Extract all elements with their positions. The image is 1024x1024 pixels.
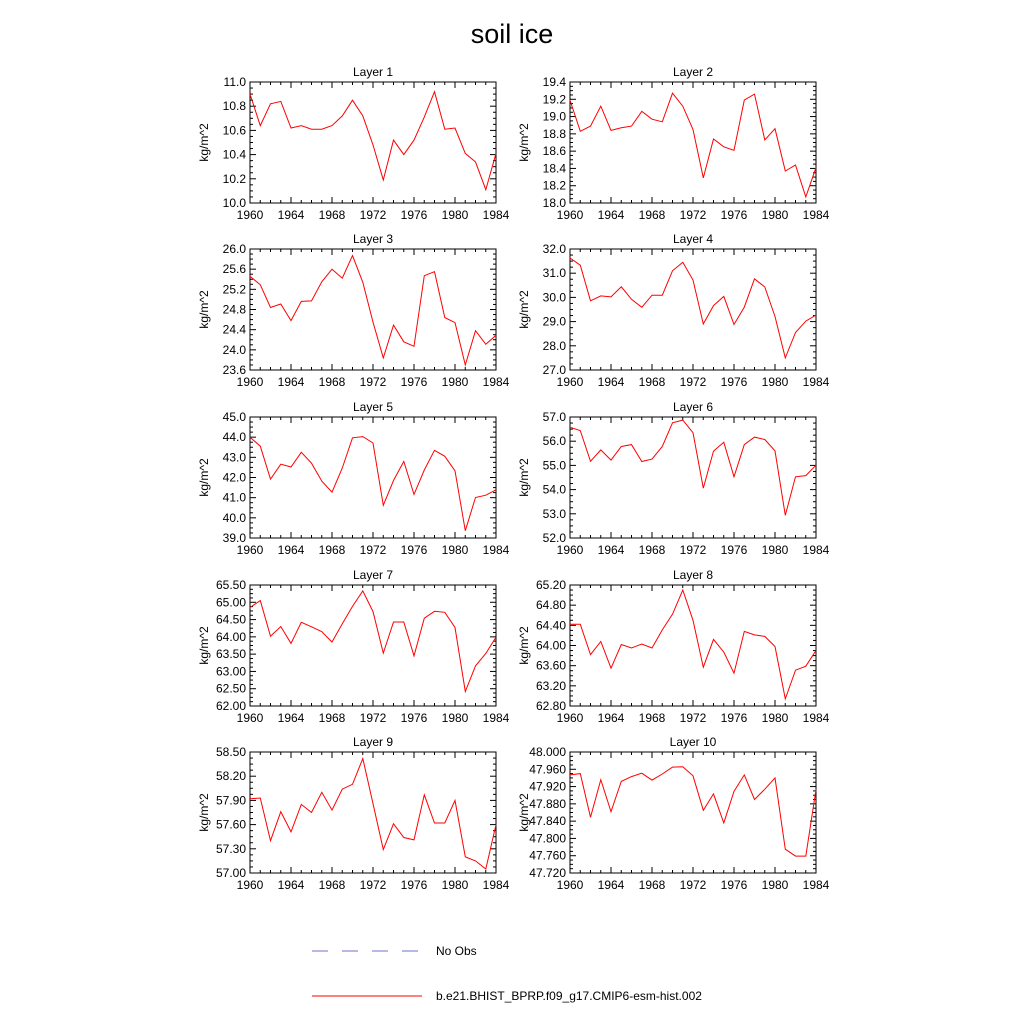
- panel-layer-1: [197, 65, 510, 222]
- y-tick-label: 10.6: [222, 123, 246, 138]
- legend: [312, 944, 702, 1003]
- x-tick-label: 1984: [802, 375, 830, 389]
- x-tick-label: 1968: [638, 711, 666, 725]
- x-tick-label: 1972: [359, 543, 387, 557]
- y-tick-label: 55.0: [542, 458, 566, 473]
- y-tick-label: 10.8: [222, 99, 246, 114]
- y-tick-label: 62.00: [215, 699, 246, 713]
- x-tick-label: 1964: [597, 375, 625, 389]
- y-tick-label: 39.0: [222, 531, 246, 545]
- y-axis-label: kg/m^2: [197, 793, 211, 832]
- y-tick-label: 63.00: [215, 664, 246, 679]
- x-tick-label: 1968: [638, 543, 666, 557]
- x-tick-label: 1980: [441, 543, 469, 557]
- x-tick-label: 1964: [277, 375, 305, 389]
- y-tick-label: 47.720: [529, 866, 566, 880]
- x-tick-label: 1960: [236, 543, 264, 557]
- plot-frame: [250, 585, 496, 706]
- x-tick-label: 1960: [556, 375, 584, 389]
- legend-label-no-obs: No Obs: [436, 944, 477, 958]
- x-tick-label: 1972: [679, 375, 707, 389]
- x-tick-label: 1964: [277, 208, 305, 222]
- y-tick-label: 19.0: [542, 109, 566, 124]
- x-tick-label: 1968: [318, 878, 346, 892]
- panel-layer-9: [197, 735, 510, 892]
- figure-title: soil ice: [470, 19, 554, 49]
- y-axis-label: kg/m^2: [197, 123, 211, 162]
- y-tick-label: 27.0: [542, 363, 566, 377]
- y-tick-label: 47.760: [529, 848, 566, 863]
- panel-layer-4: [517, 232, 830, 389]
- x-tick-label: 1976: [400, 711, 428, 725]
- x-tick-label: 1972: [679, 543, 707, 557]
- y-tick-label: 25.6: [222, 262, 246, 277]
- panel-layer-3: [197, 232, 510, 389]
- x-tick-label: 1980: [761, 543, 789, 557]
- y-tick-label: 65.50: [215, 578, 246, 592]
- y-tick-label: 41.0: [222, 490, 246, 505]
- series-line: [250, 92, 496, 190]
- x-tick-label: 1968: [318, 375, 346, 389]
- x-tick-label: 1984: [802, 208, 830, 222]
- y-tick-label: 57.90: [215, 793, 246, 808]
- x-tick-label: 1984: [802, 711, 830, 725]
- y-tick-label: 53.0: [542, 506, 566, 521]
- y-tick-label: 19.2: [542, 92, 566, 107]
- x-tick-label: 1960: [556, 543, 584, 557]
- y-tick-label: 52.0: [542, 531, 566, 545]
- panel-title: Layer 9: [352, 735, 394, 749]
- y-axis-label: kg/m^2: [197, 458, 211, 497]
- series-line: [570, 258, 816, 358]
- series-line: [570, 93, 816, 197]
- y-tick-label: 18.2: [542, 178, 566, 193]
- y-tick-label: 23.6: [222, 363, 246, 377]
- y-tick-label: 54.0: [542, 482, 566, 497]
- y-tick-label: 24.8: [222, 302, 246, 317]
- panel-layer-8: [517, 568, 830, 725]
- y-axis-label: kg/m^2: [517, 458, 531, 497]
- x-tick-label: 1980: [761, 711, 789, 725]
- x-tick-label: 1972: [359, 878, 387, 892]
- x-tick-label: 1972: [359, 208, 387, 222]
- y-tick-label: 65.20: [535, 578, 566, 592]
- x-tick-label: 1968: [318, 711, 346, 725]
- y-tick-label: 63.50: [215, 647, 246, 662]
- plot-frame: [250, 752, 496, 873]
- x-tick-label: 1972: [679, 208, 707, 222]
- y-axis-label: kg/m^2: [197, 290, 211, 329]
- y-tick-label: 62.50: [215, 681, 246, 696]
- x-tick-label: 1972: [359, 375, 387, 389]
- panels-container: [197, 65, 830, 892]
- x-tick-label: 1964: [277, 878, 305, 892]
- x-tick-label: 1976: [720, 711, 748, 725]
- x-tick-label: 1964: [277, 711, 305, 725]
- x-tick-label: 1968: [638, 375, 666, 389]
- plot-frame: [250, 417, 496, 538]
- panel-title: Layer 6: [672, 400, 714, 414]
- panel-layer-2: [517, 65, 830, 222]
- x-tick-label: 1960: [556, 878, 584, 892]
- y-tick-label: 18.4: [542, 161, 566, 176]
- x-tick-label: 1972: [679, 878, 707, 892]
- y-axis-label: kg/m^2: [197, 626, 211, 665]
- x-tick-label: 1968: [638, 878, 666, 892]
- x-tick-label: 1976: [400, 208, 428, 222]
- x-tick-label: 1964: [597, 208, 625, 222]
- series-line: [250, 759, 496, 870]
- y-tick-label: 32.0: [542, 242, 566, 256]
- y-tick-label: 31.0: [542, 266, 566, 281]
- x-tick-label: 1984: [482, 711, 510, 725]
- legend-item-no-obs: [312, 944, 477, 958]
- x-tick-label: 1980: [761, 878, 789, 892]
- series-line: [570, 420, 816, 515]
- x-tick-label: 1960: [236, 711, 264, 725]
- panel-title: Layer 4: [672, 232, 714, 246]
- y-tick-label: 48.000: [529, 745, 566, 759]
- series-line: [250, 437, 496, 531]
- y-tick-label: 47.800: [529, 831, 566, 846]
- y-tick-label: 28.0: [542, 338, 566, 353]
- y-tick-label: 57.00: [215, 866, 246, 880]
- y-tick-label: 43.0: [222, 450, 246, 465]
- panel-title: Layer 1: [352, 65, 394, 79]
- panel-title: Layer 7: [352, 568, 394, 582]
- panel-layer-6: [517, 400, 830, 557]
- plot-frame: [250, 249, 496, 370]
- plot-frame: [570, 585, 816, 706]
- x-tick-label: 1968: [638, 208, 666, 222]
- y-tick-label: 57.0: [542, 410, 566, 424]
- y-axis-label: kg/m^2: [517, 290, 531, 329]
- y-tick-label: 40.0: [222, 510, 246, 525]
- y-tick-label: 18.0: [542, 196, 566, 210]
- panel-layer-5: [197, 400, 510, 557]
- y-tick-label: 47.920: [529, 779, 566, 794]
- x-tick-label: 1984: [802, 878, 830, 892]
- y-tick-label: 19.4: [542, 75, 566, 89]
- plot-frame: [570, 249, 816, 370]
- y-tick-label: 63.20: [535, 678, 566, 693]
- legend-label-model-run: b.e21.BHIST_BPRP.f09_g17.CMIP6-esm-hist.002: [436, 989, 702, 1003]
- y-tick-label: 42.0: [222, 470, 246, 485]
- y-tick-label: 11.0: [223, 75, 246, 89]
- x-tick-label: 1984: [482, 208, 510, 222]
- x-tick-label: 1964: [277, 543, 305, 557]
- x-tick-label: 1976: [720, 878, 748, 892]
- y-tick-label: 18.8: [542, 126, 566, 141]
- x-tick-label: 1960: [236, 878, 264, 892]
- y-tick-label: 24.4: [222, 322, 246, 337]
- x-tick-label: 1980: [441, 375, 469, 389]
- y-tick-label: 65.00: [215, 595, 246, 610]
- x-tick-label: 1972: [679, 711, 707, 725]
- x-tick-label: 1976: [720, 543, 748, 557]
- x-tick-label: 1964: [597, 878, 625, 892]
- y-tick-label: 10.2: [222, 171, 246, 186]
- y-tick-label: 24.0: [222, 342, 246, 357]
- x-tick-label: 1984: [482, 878, 510, 892]
- x-tick-label: 1980: [441, 208, 469, 222]
- y-tick-label: 62.80: [535, 699, 566, 713]
- x-tick-label: 1980: [441, 878, 469, 892]
- y-tick-label: 25.2: [222, 282, 246, 297]
- x-tick-label: 1984: [482, 375, 510, 389]
- y-tick-label: 10.4: [222, 147, 246, 162]
- x-tick-label: 1984: [802, 543, 830, 557]
- x-tick-label: 1980: [441, 711, 469, 725]
- y-tick-label: 26.0: [222, 242, 246, 256]
- panel-title: Layer 3: [352, 232, 394, 246]
- y-tick-label: 64.50: [215, 612, 246, 627]
- panel-layer-7: [197, 568, 510, 725]
- x-tick-label: 1976: [400, 543, 428, 557]
- y-tick-label: 58.20: [215, 769, 246, 784]
- x-tick-label: 1980: [761, 375, 789, 389]
- panel-title: Layer 10: [669, 735, 717, 749]
- x-tick-label: 1960: [236, 208, 264, 222]
- y-axis-label: kg/m^2: [517, 626, 531, 665]
- x-tick-label: 1964: [597, 711, 625, 725]
- y-tick-label: 64.00: [535, 638, 566, 653]
- x-tick-label: 1968: [318, 543, 346, 557]
- x-tick-label: 1972: [359, 711, 387, 725]
- panel-title: Layer 8: [672, 568, 714, 582]
- x-tick-label: 1964: [597, 543, 625, 557]
- y-tick-label: 18.6: [542, 144, 566, 159]
- y-axis-label: kg/m^2: [517, 793, 531, 832]
- y-tick-label: 64.80: [535, 598, 566, 613]
- x-tick-label: 1976: [400, 878, 428, 892]
- y-axis-label: kg/m^2: [517, 123, 531, 162]
- y-tick-label: 63.60: [535, 658, 566, 673]
- panel-title: Layer 2: [672, 65, 714, 79]
- x-tick-label: 1976: [720, 208, 748, 222]
- panel-layer-10: [517, 735, 830, 892]
- y-tick-label: 64.00: [215, 629, 246, 644]
- y-tick-label: 30.0: [542, 290, 566, 305]
- y-tick-label: 10.0: [222, 196, 246, 210]
- series-line: [250, 591, 496, 692]
- plot-frame: [250, 82, 496, 203]
- panel-title: Layer 5: [352, 400, 394, 414]
- y-tick-label: 45.0: [222, 410, 246, 424]
- y-tick-label: 47.880: [529, 796, 566, 811]
- y-tick-label: 57.30: [215, 841, 246, 856]
- y-tick-label: 29.0: [542, 314, 566, 329]
- series-line: [250, 256, 496, 365]
- y-tick-label: 64.40: [535, 618, 566, 633]
- x-tick-label: 1968: [318, 208, 346, 222]
- y-tick-label: 47.960: [529, 762, 566, 777]
- x-tick-label: 1960: [236, 375, 264, 389]
- x-tick-label: 1984: [482, 543, 510, 557]
- y-tick-label: 47.840: [529, 814, 566, 829]
- x-tick-label: 1976: [400, 375, 428, 389]
- y-tick-label: 44.0: [222, 430, 246, 445]
- x-tick-label: 1980: [761, 208, 789, 222]
- legend-item-model-run: [312, 989, 702, 1003]
- x-tick-label: 1960: [556, 208, 584, 222]
- plot-frame: [570, 82, 816, 203]
- x-tick-label: 1960: [556, 711, 584, 725]
- y-tick-label: 57.60: [215, 817, 246, 832]
- series-line: [570, 767, 816, 856]
- x-tick-label: 1976: [720, 375, 748, 389]
- plot-frame: [570, 752, 816, 873]
- y-tick-label: 58.50: [215, 745, 246, 759]
- series-line: [570, 590, 816, 699]
- y-tick-label: 56.0: [542, 434, 566, 449]
